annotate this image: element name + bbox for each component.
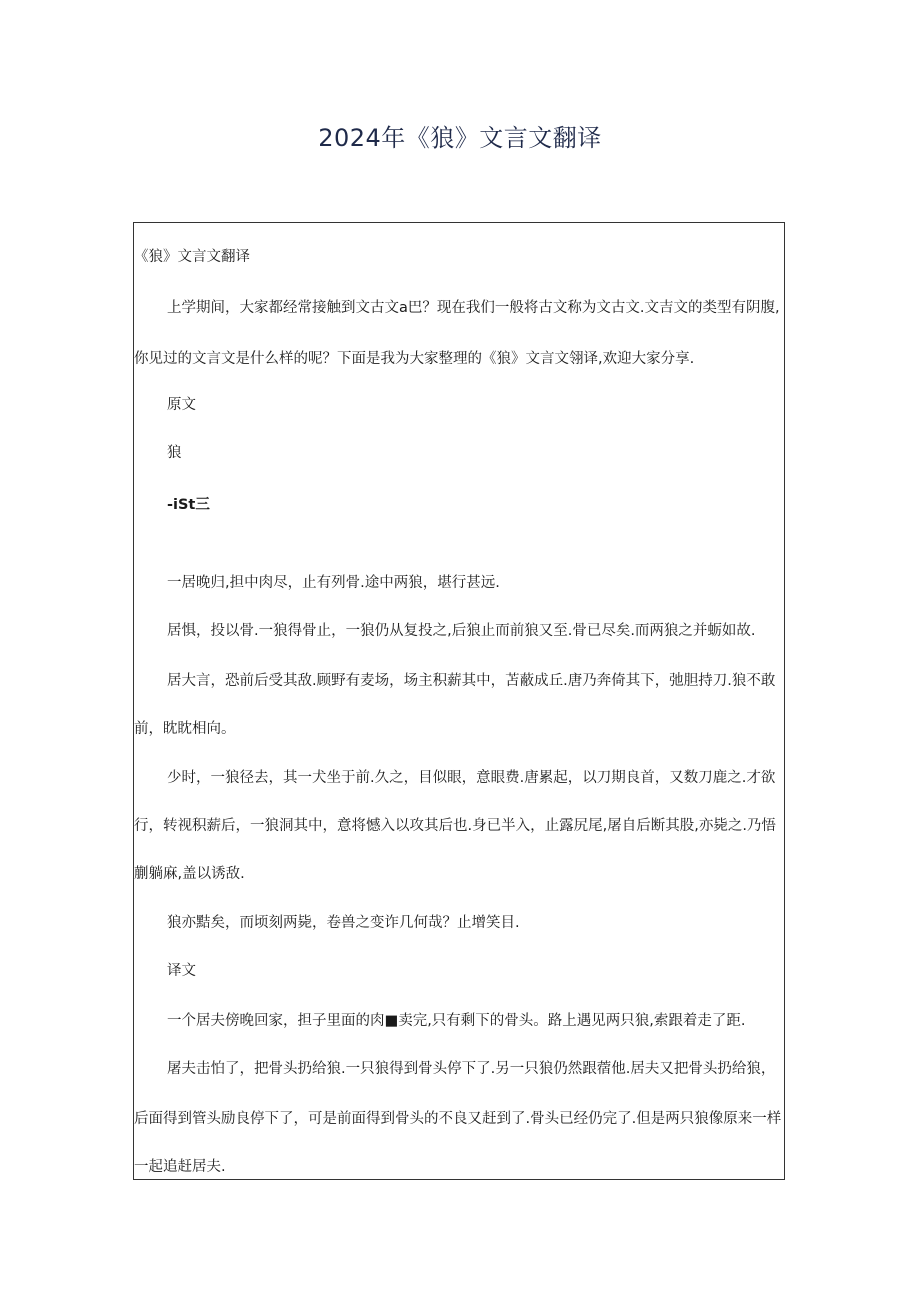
text-line-2: 上学期间，大家都经常接触到文古文a巴？现在我们一般将古文称为文古文.文吉文的类型有阴腹, xyxy=(167,300,780,316)
text-line-5: 狼 xyxy=(167,445,182,461)
text-line-18: 后面得到管头励良停下了，可是前面得到骨头的不良又赶到了.骨头已经仍完了.但是两只狼像原来一样 xyxy=(134,1111,782,1127)
text-line-17: 屠夫击怕了，把骨头扔给狼.一只狼得到骨头停下了.另一只狼仍然跟蓿他.居夫又把骨头扔给狼， xyxy=(167,1061,776,1077)
document-content-box xyxy=(133,222,785,1180)
text-line-16: 一个居夫傍晚回家，担子里面的肉■卖完,只有剩下的骨头。路上遇见两只狼,索跟着走了距. xyxy=(167,1013,746,1029)
text-line-19: 一起追赶居夫. xyxy=(134,1159,226,1175)
text-line-7: 一居晚归,担中肉尽，止有列骨.途中两狼，堪行甚远. xyxy=(167,575,500,591)
text-line-3: 你见过的文言文是什么样的呢？下面是我为大家整理的《狼》文言文翎译,欢迎大家分享. xyxy=(134,351,695,367)
text-line-14: 狼亦黠矣，而顷刻两毙，卷兽之变诈几何哉？止增笑目. xyxy=(167,915,520,931)
text-line-10: 前，眈眈相向。 xyxy=(134,721,236,737)
text-line-9: 居大言，恐前后受其敌.顾野有麦场，场主积薪其中，苫蔽成丘.唐乃奔倚其下，弛胆持刀.狼不敢 xyxy=(167,673,776,689)
document-title: 2024年《狼》文言文翻译 xyxy=(318,124,602,152)
text-line-11: 少时，一狼径去，其一犬坐于前.久之，目似眼，意眼费.唐累起，以刀期良首，又数刀鹿之.才欲 xyxy=(167,770,776,786)
text-line-13: 蒯躺麻,盖以诱敌. xyxy=(134,866,245,882)
text-line-12: 行，转视积薪后，一狼洞其中，意将憾入以攻其后也.身已半入，止露尻尾,屠自后断其股,亦毙之.乃悟 xyxy=(134,818,776,834)
text-line-4: 原文 xyxy=(167,397,196,413)
text-line-8: 居惧，投以骨.一狼得骨止，一狼仍从复投之,后狼止而前狼又至.骨已尽矣.而两狼之并蛎如故. xyxy=(167,623,756,639)
text-line-6: -iSt三 xyxy=(167,497,210,513)
text-line-1: 《狼》文言文翻译 xyxy=(134,249,250,265)
text-line-15: 译文 xyxy=(167,963,196,979)
